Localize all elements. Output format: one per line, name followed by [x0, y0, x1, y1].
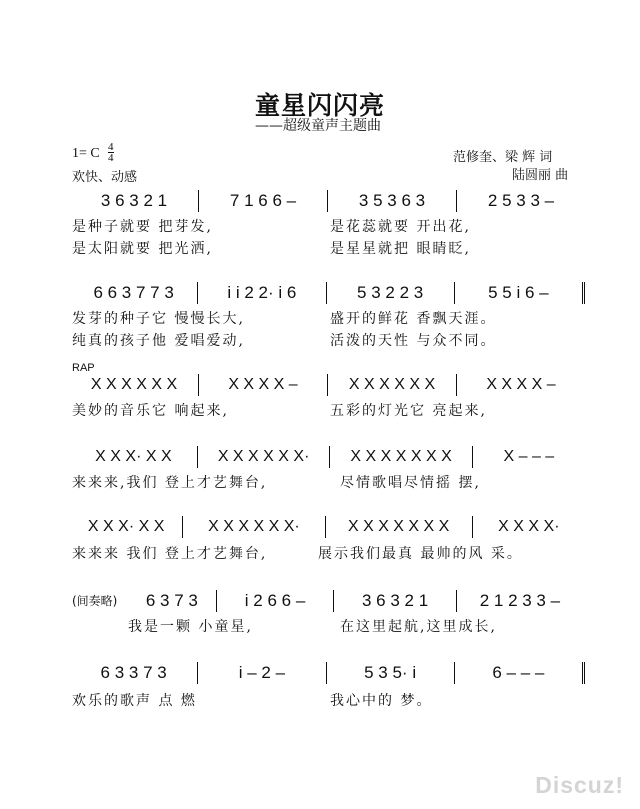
measure-notes: X X X X X X· [217, 448, 310, 465]
measure [197, 446, 330, 468]
measure-notes: 5 5 i 6 – [488, 283, 549, 302]
lyric-line: 是花蕊就要 开出花, [330, 219, 471, 235]
measure-notes: 3 6 3 2 1 [361, 591, 429, 610]
time-signature [108, 142, 114, 163]
measure [327, 190, 456, 212]
measure [329, 446, 471, 468]
measure-notes: X X X X X X X [347, 518, 450, 535]
measure-notes: 3 5 3 6 3 [358, 191, 426, 210]
time-denominator: 4 [108, 152, 114, 164]
lyric-line: 欢乐的歌声 点 燃 [72, 693, 197, 709]
measure-notes: X X X· X X [95, 448, 172, 465]
staff-row [70, 374, 585, 396]
measure [333, 590, 455, 612]
lyric-line: 来来来,我们 登上才艺舞台, [72, 475, 268, 491]
measure-notes: X X X X – [228, 376, 298, 393]
measure [197, 282, 325, 304]
measure-notes: 3 6 3 2 1 [100, 191, 168, 210]
key-signature: 1= C [72, 146, 100, 161]
interlude-label: (间奏略) [72, 594, 118, 608]
lyric-line: 来来来 我们 登上才艺舞台, [72, 546, 268, 562]
measure-notes: 7 1 6 6 – [229, 191, 297, 210]
measure-notes: X X X· X X [87, 518, 165, 535]
measure [326, 662, 454, 684]
lyricist-credit: 范修奎、梁 辉 词 [453, 150, 553, 165]
song-subtitle: ——超级童声主题曲 [255, 118, 381, 134]
staff-row [128, 590, 583, 612]
measure [472, 446, 585, 468]
measure-notes: 6 6 3 7 7 3 [93, 283, 174, 302]
staff-row [70, 662, 585, 684]
measure-notes: 6 3 3 7 3 [100, 663, 167, 682]
rap-label: RAP [72, 362, 95, 374]
measure [70, 282, 197, 304]
measure-notes: 2 1 2 3 3 – [479, 591, 561, 610]
lyric-line: 纯真的孩子他 爱唱爱动, [72, 333, 245, 349]
measure [456, 590, 583, 612]
measure [70, 374, 198, 396]
measure [198, 190, 327, 212]
measure [70, 516, 182, 538]
lyric-line: 五彩的灯光它 亮起来, [330, 403, 487, 419]
measure [216, 590, 334, 612]
measure [70, 662, 197, 684]
watermark: Discuz! [535, 772, 624, 798]
measure-notes: X – – – [503, 448, 555, 465]
measure [472, 516, 585, 538]
measure-notes: i – 2 – [238, 663, 286, 682]
measure-notes: X X X X X X· [208, 518, 300, 535]
time-numerator: 4 [108, 141, 114, 153]
measure [454, 662, 585, 684]
measure-notes: X X X X X X X [350, 448, 452, 465]
lyric-line: 活泼的天性 与众不同。 [330, 333, 497, 349]
measure [327, 374, 456, 396]
measure [197, 662, 325, 684]
measure-notes: X X X X X X [348, 376, 436, 393]
staff-row [70, 282, 585, 304]
measure [325, 516, 472, 538]
measure [128, 590, 216, 612]
lyric-line: 美妙的音乐它 响起来, [72, 403, 229, 419]
measure [182, 516, 324, 538]
measure-notes: 5 3 5· i [364, 663, 417, 682]
measure [454, 282, 585, 304]
lyric-line: 是种子就要 把芽发, [72, 219, 213, 235]
song-title: 童星闪闪亮 [254, 91, 385, 120]
measure-notes: 6 3 7 3 [145, 591, 198, 610]
lyric-line: 展示我们最真 最帅的风 采。 [318, 546, 523, 562]
measure-notes: X X X X – [486, 376, 556, 393]
lyric-line: 尽情歌唱尽情摇 摆, [340, 475, 481, 491]
measure-notes: i 2 6 6 – [244, 591, 306, 610]
measure [70, 446, 197, 468]
lyric-line: 我是一颗 小童星, [128, 619, 253, 635]
staff-row [70, 446, 585, 468]
measure [456, 190, 585, 212]
staff-row [70, 516, 585, 538]
measure [70, 190, 198, 212]
measure-notes: X X X X X X [90, 376, 178, 393]
measure-notes: i i 2 2· i 6 [227, 283, 297, 302]
lyric-line: 发芽的种子它 慢慢长大, [72, 311, 245, 327]
tempo-marking: 欢快、动感 [72, 170, 138, 185]
measure [456, 374, 585, 396]
lyric-line: 盛开的鲜花 香飘天涯。 [330, 311, 497, 327]
composer-credit: 陆圆丽 曲 [512, 168, 569, 183]
measure [198, 374, 327, 396]
lyric-line: 是太阳就要 把光洒, [72, 241, 213, 257]
measure-notes: 2 5 3 3 – [487, 191, 555, 210]
measure-notes: 5 3 2 2 3 [357, 283, 424, 302]
lyric-line: 是星星就把 眼睛眨, [330, 241, 471, 257]
lyric-line: 我心中的 梦。 [330, 693, 433, 709]
measure-notes: 6 – – – [492, 663, 545, 682]
measure-notes: X X X X· [498, 518, 560, 535]
lyric-line: 在这里起航,这里成长, [340, 619, 497, 635]
staff-row [70, 190, 585, 212]
measure [326, 282, 454, 304]
